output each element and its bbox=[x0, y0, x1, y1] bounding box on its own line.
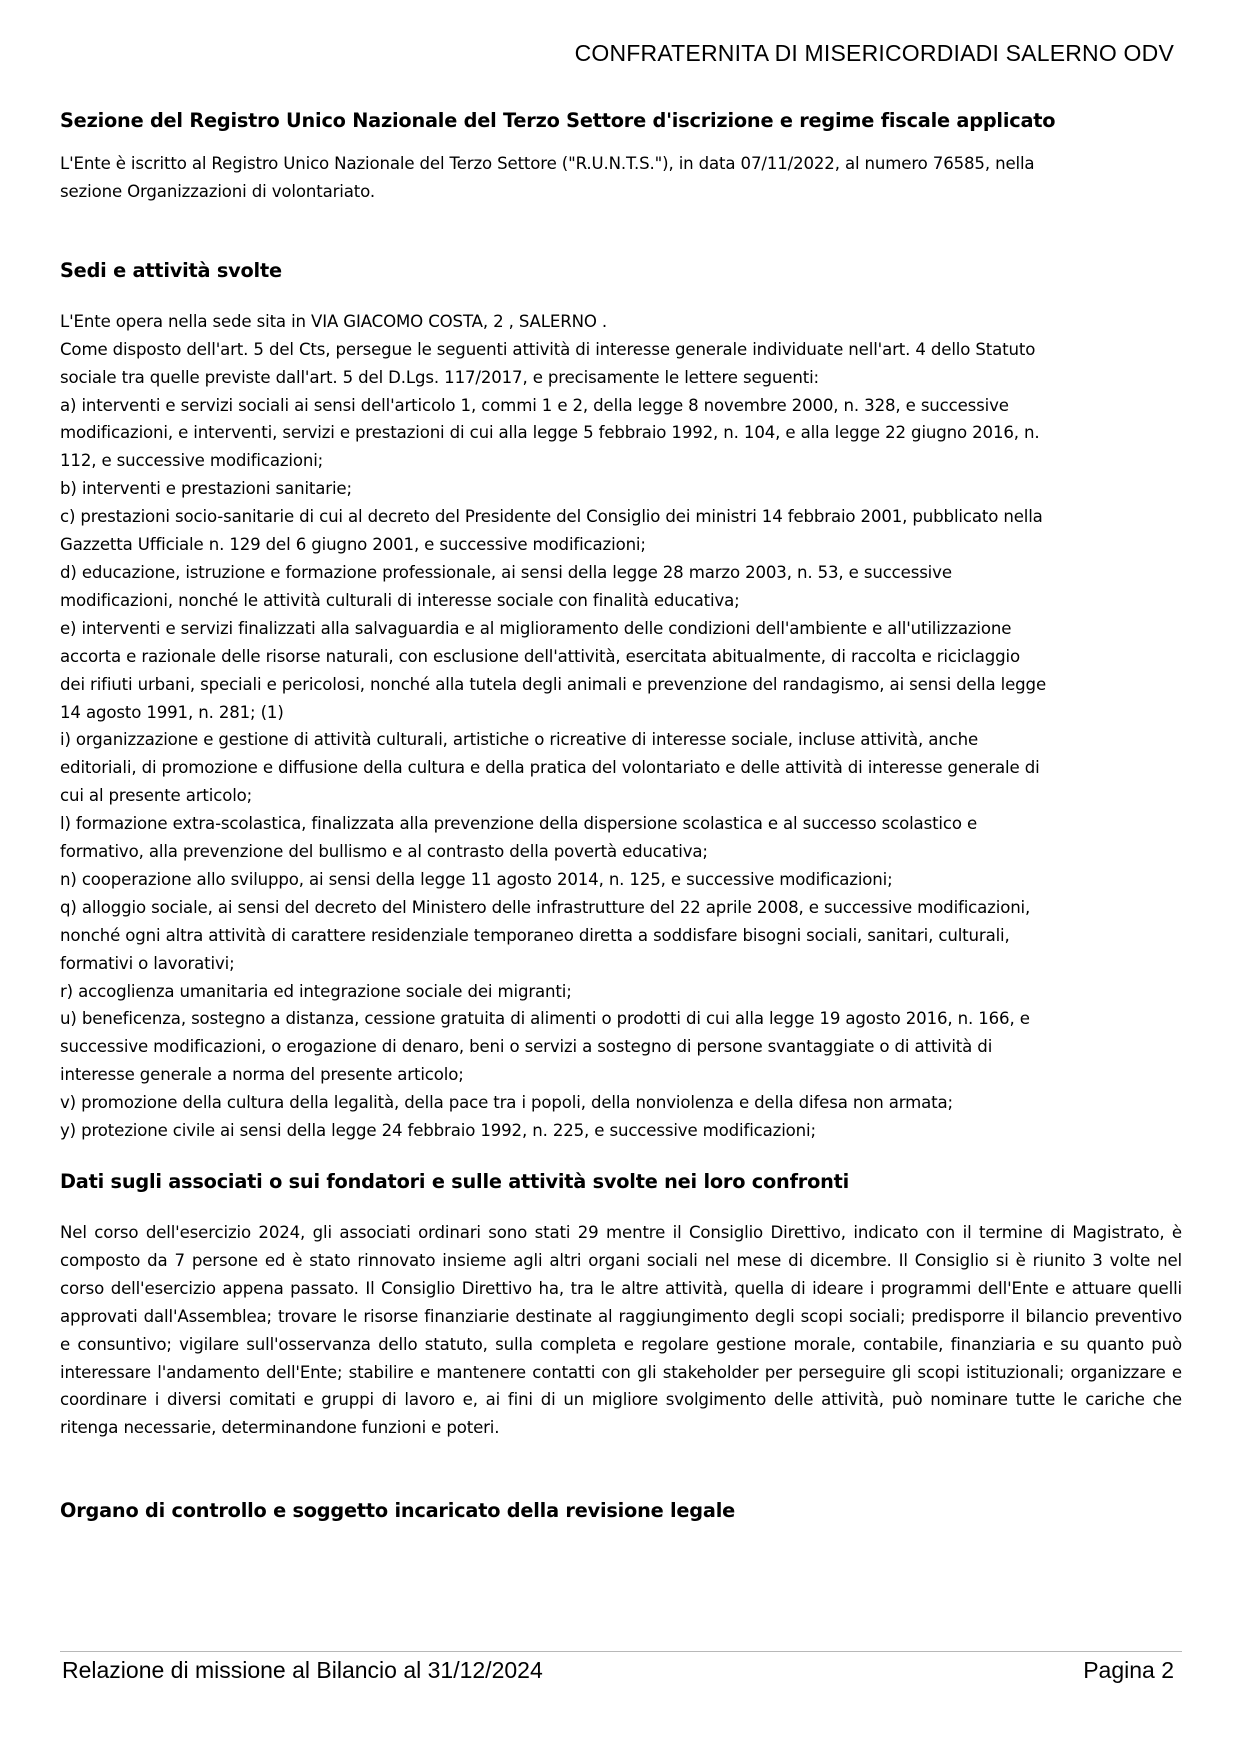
text-line: cui al presente articolo; bbox=[60, 786, 253, 806]
text-line: Gazzetta Ufficiale n. 129 del 6 giugno 2001, e successive modificazioni; bbox=[60, 535, 646, 555]
text-line: Come disposto dell'art. 5 del Cts, persegue le seguenti attività di interesse generale individuate nell'art. 4 dello Statuto bbox=[60, 339, 1036, 359]
text-line: y) protezione civile ai sensi della legge 24 febbraio 1992, n. 225, e successive modificazioni; bbox=[60, 1121, 816, 1141]
associati-paragraph: Nel corso dell'esercizio 2024, gli associati ordinari sono stati 29 mentre il Consiglio Direttivo, indicato con il termine di Magistrato, è composto da 7 persone ed è stato rinnovato insieme agli altri organi sociali nel mese di dicembre. Il Consiglio si è riunito 3 volte nel corso dell'esercizio appena passato. Il Consiglio Direttivo ha, tra le altre attività, quella di ideare i programmi dell'Ente e attuare quelli approvati dall'Assemblea; trovare le risorse finanziarie destinate al raggiungimento degli scopi sociali; predisporre il bilancio preventivo e consuntivo; vigilare sull'osservanza dello statuto, sulla completa e regolare gestione morale, contabile, finanziaria e su quanto può interessare l'andamento dell'Ente; stabilire e mantenere contatti con gli stakeholder per perseguire gli scopi istituzionali; organizzare e coordinare i diversi comitati e gruppi di lavoro e, ai fini di un migliore svolgimento delle attività, può nominare tutte le cariche che ritenga necessarie, determinandone funzioni e poteri. bbox=[60, 1223, 1182, 1438]
text-line: editoriali, di promozione e diffusione della cultura e della pratica del volontariato e delle attività di interesse generale di bbox=[60, 758, 1040, 778]
text-line: accorta e razionale delle risorse naturali, con esclusione dell'attività, esercitata abitualmente, di raccolta e riciclaggio bbox=[60, 646, 1021, 666]
text-line: formativi o lavorativi; bbox=[60, 953, 235, 973]
text-line: nonché ogni altra attività di carattere residenziale temporaneo diretta a soddisfare bisogni sociali, sanitari, culturali, bbox=[60, 925, 1010, 945]
footer-document-title: Relazione di missione al Bilancio al 31/12/2024 bbox=[62, 1657, 543, 1683]
text-line: 112, e successive modificazioni; bbox=[60, 451, 324, 471]
text-line: b) interventi e prestazioni sanitarie; bbox=[60, 479, 352, 499]
text-line: u) beneficenza, sostegno a distanza, cessione gratuita di alimenti o prodotti di cui alla legge 19 agosto 2016, n. 166, e bbox=[60, 1009, 1030, 1029]
text-line: modificazioni, e interventi, servizi e prestazioni di cui alla legge 5 febbraio 1992, n. 104, e alla legge 22 giugno 2016, n. bbox=[60, 423, 1040, 443]
text-line: L'Ente è iscritto al Registro Unico Nazionale del Terzo Settore ("R.U.N.T.S."), in data 07/11/2022, al numero 76585, nella bbox=[60, 154, 1035, 173]
text-line: a) interventi e servizi sociali ai sensi dell'articolo 1, commi 1 e 2, della legge 8 novembre 2000, n. 328, e successive bbox=[60, 395, 1009, 415]
text-line: sociale tra quelle previste dall'art. 5 del D.Lgs. 117/2017, e precisamente le lettere seguenti: bbox=[60, 367, 819, 387]
text-line: sezione Organizzazioni di volontariato. bbox=[60, 181, 375, 201]
section-title-organo: Organo di controllo e soggetto incaricato della revisione legale bbox=[60, 1499, 735, 1523]
text-line: d) educazione, istruzione e formazione professionale, ai sensi della legge 28 marzo 2003, n. 53, e successive bbox=[60, 562, 952, 582]
text-line: i) organizzazione e gestione di attività culturali, artistiche o ricreative di interesse sociale, incluse attività, anche bbox=[60, 730, 979, 750]
text-line: n) cooperazione allo sviluppo, ai sensi della legge 11 agosto 2014, n. 125, e successive modificazioni; bbox=[60, 869, 893, 889]
registro-text bbox=[60, 150, 1182, 206]
text-line: q) alloggio sociale, ai sensi del decreto del Ministero delle infrastrutture del 22 aprile 2008, e successive modificazioni, bbox=[60, 897, 1031, 917]
text-line: 14 agosto 1991, n. 281; (1) bbox=[60, 702, 284, 722]
footer-page-number: Pagina 2 bbox=[1083, 1657, 1174, 1683]
page-header-organization: CONFRATERNITA DI MISERICORDIADI SALERNO ODV bbox=[574, 40, 1174, 66]
text-line: r) accoglienza umanitaria ed integrazione sociale dei migranti; bbox=[60, 981, 572, 1001]
footer-divider bbox=[60, 1651, 1182, 1652]
text-line: v) promozione della cultura della legalità, della pace tra i popoli, della nonviolenza e della difesa non armata; bbox=[60, 1093, 953, 1113]
document-body bbox=[60, 104, 1182, 1528]
section-title-registro: Sezione del Registro Unico Nazionale del Terzo Settore d'iscrizione e regime fiscale applicato bbox=[60, 109, 1056, 132]
text-line: l) formazione extra-scolastica, finalizzata alla prevenzione della dispersione scolastica e al successo scolastico e bbox=[60, 814, 978, 834]
text-line: L'Ente opera nella sede sita in VIA GIACOMO COSTA, 2 , SALERNO . bbox=[60, 311, 607, 331]
text-line: c) prestazioni socio-sanitarie di cui al decreto del Presidente del Consiglio dei ministri 14 febbraio 2001, pubblicato nella bbox=[60, 507, 1043, 527]
section-title-sedi: Sedi e attività svolte bbox=[60, 258, 282, 282]
text-line: dei rifiuti urbani, speciali e pericolosi, nonché alla tutela degli animali e prevenzione del randagismo, ai sensi della legge bbox=[60, 674, 1047, 694]
text-line: interesse generale a norma del presente articolo; bbox=[60, 1065, 464, 1085]
text-line: successive modificazioni, o erogazione di denaro, beni o servizi a sostegno di persone svantaggiate o di attività di bbox=[60, 1037, 993, 1057]
sedi-text bbox=[60, 308, 1182, 1145]
section-title-associati: Dati sugli associati o sui fondatori e sulle attività svolte nei loro confronti bbox=[60, 1170, 850, 1193]
text-line: e) interventi e servizi finalizzati alla salvaguardia e al miglioramento delle condizioni dell'ambiente e all'utilizzazione bbox=[60, 618, 1012, 638]
text-line: modificazioni, nonché le attività culturali di interesse sociale con finalità educativa; bbox=[60, 590, 740, 610]
text-line: formativo, alla prevenzione del bullismo e al contrasto della povertà educativa; bbox=[60, 842, 708, 862]
